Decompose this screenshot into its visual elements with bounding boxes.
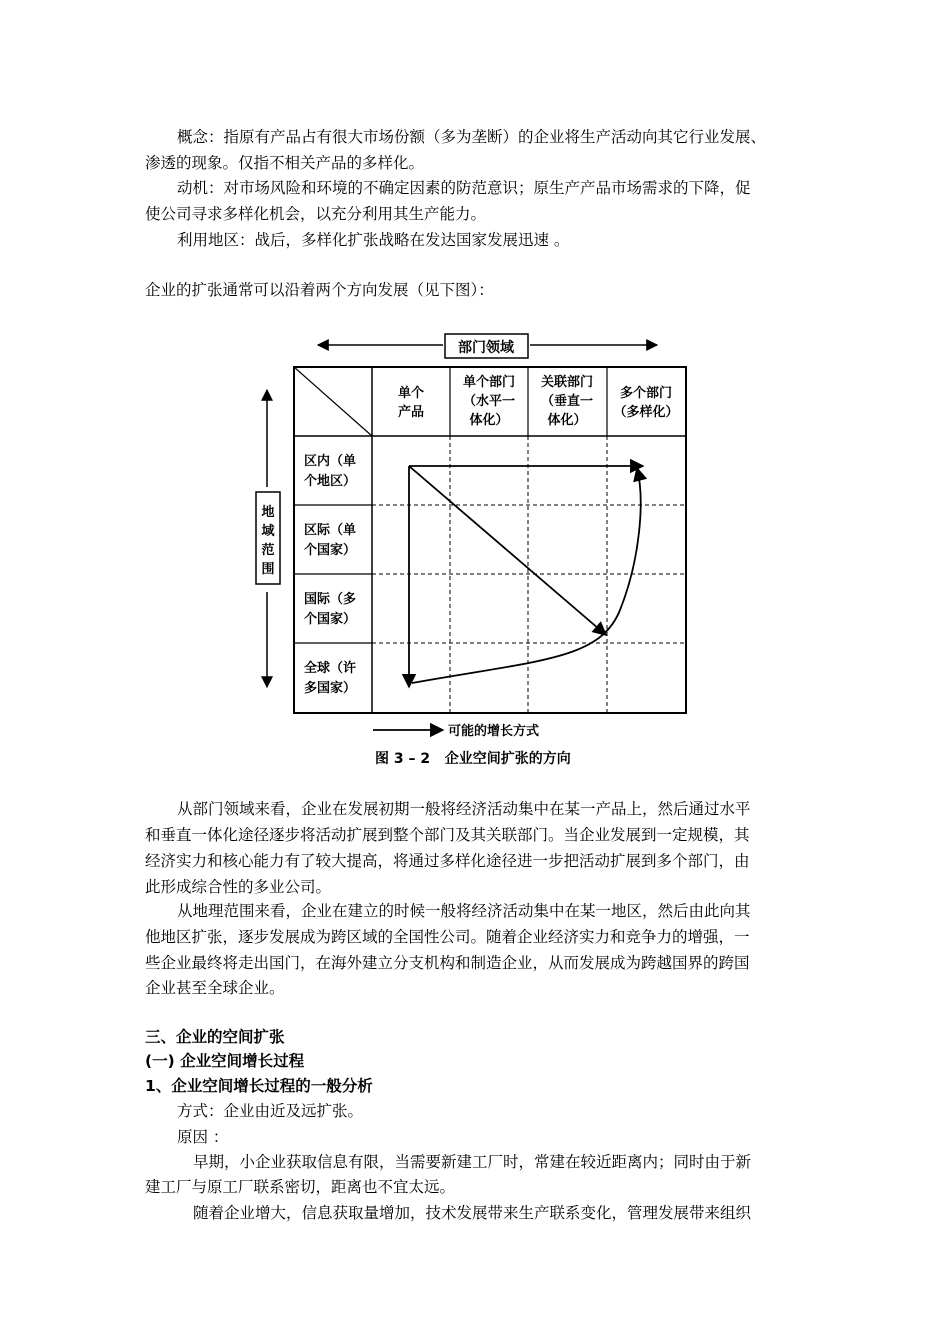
row-header-interregion-l1: 区际（单 (304, 523, 357, 538)
early-stage-line-2: 建工厂与原工厂联系密切，距离也不宜太远。 (145, 1178, 456, 1196)
column-headers (398, 374, 679, 428)
col-header-single-product-l1: 单个 (397, 386, 425, 401)
paragraph-dept-3: 经济实力和核心能力有了较大提高，将通过多样化途径进一步把活动扩展到多个部门，由 (145, 852, 750, 870)
method-line: 方式：企业由近及远扩张。 (177, 1102, 364, 1120)
subsubsection-heading: 1、企业空间增长过程的一般分析 (145, 1077, 373, 1095)
early-stage-line-1: 早期，小企业获取信息有限，当需要新建工厂时，常建在较近距离内；同时由于新 (193, 1153, 752, 1171)
paragraph-motive-cont: 使公司寻求多样化机会，以充分利用其生产能力。 (145, 205, 487, 223)
paragraph-dept-1: 从部门领域来看，企业在发展初期一般将经济活动集中在某一产品上，然后通过水平 (177, 800, 751, 818)
path-diagonal-arrow (409, 466, 606, 635)
paragraph-motive: 动机：对市场风险和环境的不确定因素的防范意识；原生产产品市场需求的下降，促 (177, 179, 751, 197)
paragraph-geo-2: 他地区扩张，逐步发展成为跨区域的全国性公司。随着企业经济实力和竞争力的增强，一 (145, 928, 750, 946)
top-axis-label: 部门领域 (458, 340, 514, 356)
path-curved-arrow (412, 468, 641, 683)
top-axis (318, 334, 657, 358)
row-header-region-l2: 个地区） (304, 474, 357, 489)
paragraph-concept-cont: 渗透的现象。仅指不相关产品的多样化。 (145, 154, 425, 172)
subsection-heading: (一) 企业空间增长过程 (145, 1052, 305, 1070)
row-header-interregion-l2: 个国家） (304, 543, 357, 558)
left-axis-label-char: 范 (261, 543, 275, 558)
col-header-related-dept-l3: 体化） (547, 413, 587, 428)
left-axis-label-char: 域 (261, 524, 275, 539)
paragraph-region: 利用地区：战后，多样化扩张战略在发达国家发展迅速 。 (177, 231, 570, 249)
legend-label: 可能的增长方式 (448, 724, 540, 739)
col-header-related-dept-l2: （垂直一 (540, 394, 594, 409)
growth-paths (409, 466, 643, 687)
paragraph-concept: 概念：指原有产品占有很大市场份额（多为垄断）的企业将生产活动向其它行业发展、 (177, 128, 767, 146)
col-header-single-product-l2: 产品 (397, 405, 425, 420)
row-header-international-l2: 个国家） (304, 612, 357, 627)
col-header-single-dept-l3: 体化） (469, 413, 509, 428)
row-header-global-l2: 多国家） (304, 681, 357, 696)
figure-caption: 图 3 – 2 企业空间扩张的方向 (375, 751, 571, 767)
col-header-single-dept-l1: 单个部门 (462, 375, 516, 390)
paragraph-geo-1: 从地理范围来看，企业在建立的时候一般将经济活动集中在某一地区，然后由此向其 (177, 902, 751, 920)
left-axis (256, 390, 280, 687)
corner-diagonal (294, 367, 372, 436)
reason-line: 原因 ： (177, 1128, 229, 1146)
col-header-multi-dept-l2: （多样化） (613, 405, 679, 420)
left-axis-label-char: 围 (261, 562, 275, 577)
paragraph-dept-2: 和垂直一体化途径逐步将活动扩展到整个部门及其关联部门。当企业发展到一定规模，其 (145, 826, 750, 844)
col-header-single-dept-l2: （水平一 (462, 394, 516, 409)
left-axis-label-char: 地 (261, 505, 275, 520)
row-header-global-l1: 全球（许 (304, 661, 357, 676)
section-heading: 三、企业的空间扩张 (145, 1028, 285, 1046)
col-header-related-dept-l1: 关联部门 (540, 375, 594, 390)
paragraph-dept-4: 此形成综合性的多业公司。 (145, 878, 332, 896)
paragraph-geo-3: 些企业最终将走出国门，在海外建立分支机构和制造企业，从而发展成为跨越国界的跨国 (145, 954, 750, 972)
paragraph-lead: 企业的扩张通常可以沿着两个方向发展（见下图）： (145, 281, 494, 299)
growth-stage-line-1: 随着企业增大，信息获取量增加，技术发展带来生产联系变化，管理发展带来组织 (193, 1204, 752, 1222)
row-header-international-l1: 国际（多 (304, 592, 357, 607)
row-header-region-l1: 区内（单 (304, 454, 357, 469)
bottom-legend (373, 723, 539, 739)
col-header-multi-dept-l1: 多个部门 (619, 386, 673, 401)
paragraph-geo-4: 企业甚至全球企业。 (145, 979, 285, 997)
